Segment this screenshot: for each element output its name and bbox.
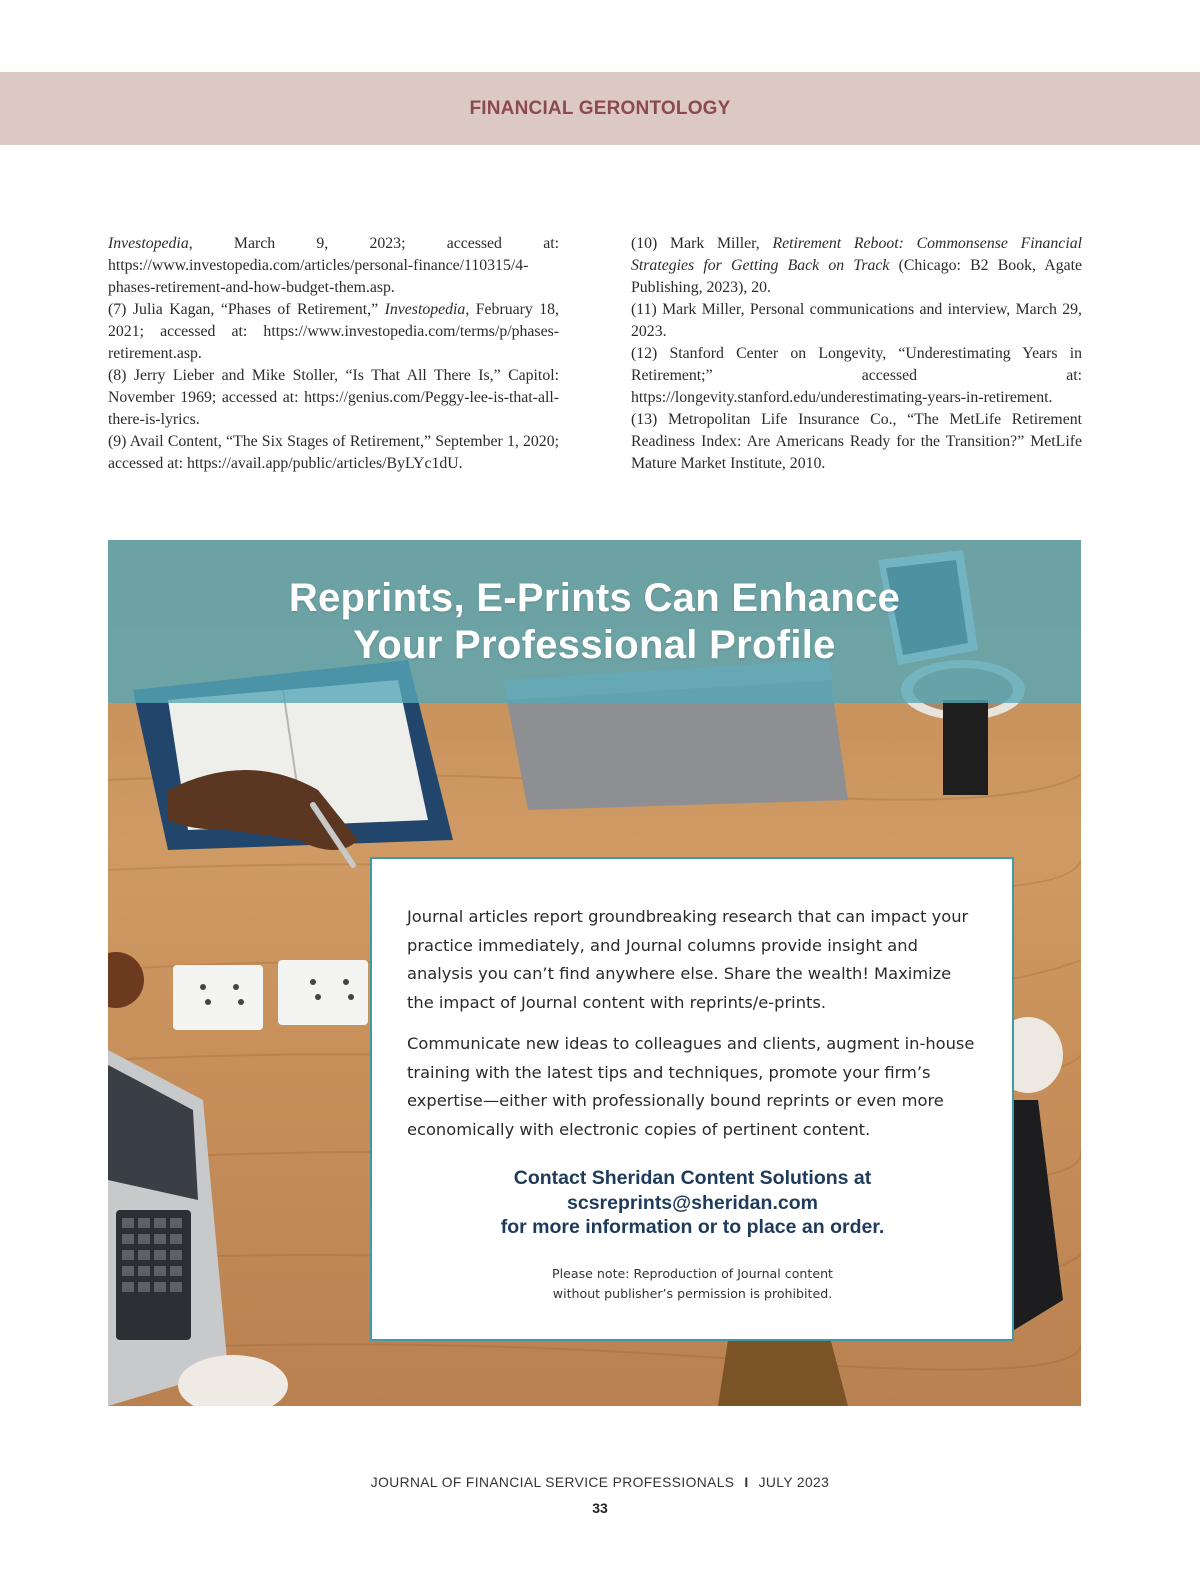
ad-paragraph-2: Communicate new ideas to colleagues and clients, augment in-house training with the latest tips and techniques, promote your firm’s expertise—either with professionally bound reprints or even more economically with electronic copies of pertinent content.: [407, 1034, 975, 1139]
references-left-column: [108, 233, 559, 475]
footer-separator: I: [744, 1475, 749, 1490]
reference-text: , March 9, 2023; accessed at: https://www.investopedia.com/articles/personal-finance/110315/4-phases-retirement-and-how-budget-them.asp.: [108, 235, 559, 296]
contact-line: for more information or to place an order.: [500, 1216, 885, 1238]
reference-entry: (9) Avail Content, “The Six Stages of Retirement,” September 1, 2020; accessed at: https://avail.app/public/articles/ByLYc1dU.: [108, 433, 559, 472]
header-band: [0, 72, 1200, 145]
ad-headline-line1: Reprints, E-Prints Can Enhance: [288, 575, 901, 620]
reference-entry: (13) Metropolitan Life Insurance Co., “The MetLife Retirement Readiness Index: Are Americans Ready for the Transition?” MetLife Mature Market Institute, 2010.: [631, 411, 1082, 472]
section-title: FINANCIAL GERONTOLOGY: [469, 97, 731, 119]
page-footer: [0, 1475, 1200, 1490]
reference-italic: Investopedia: [108, 235, 189, 252]
references-right-column: [631, 233, 1082, 475]
reference-entry: (12) Stanford Center on Longevity, “Underestimating Years in Retirement;” accessed at: https://longevity.stanford.edu/underestimating-years-in-retirement.: [631, 345, 1082, 406]
page-number: 33: [592, 1500, 608, 1516]
reference-italic: Investopedia: [384, 301, 466, 318]
reference-entry: [108, 233, 559, 299]
note-line: Please note: Reproduction of Journal content: [552, 1265, 833, 1281]
footer-date: JULY 2023: [758, 1475, 830, 1490]
ad-text-box: [370, 857, 1014, 1341]
reference-entry: (11) Mark Miller, Personal communications and interview, March 29, 2023.: [631, 301, 1082, 340]
reference-text: (7) Julia Kagan, “Phases of Retirement,”: [108, 301, 385, 318]
ad-headline-line2: Your Professional Profile: [353, 622, 836, 667]
reference-text: , February 18, 2021; accessed at: https://www.investopedia.com/terms/p/phases-retirement.asp.: [108, 301, 559, 362]
contact-line: Contact Sheridan Content Solutions at: [513, 1167, 872, 1189]
reference-italic: Retirement Reboot: Commonsense Financial Strategies for Getting Back on Track: [631, 235, 1082, 274]
ad-banner: [108, 540, 1081, 703]
reference-entry: [108, 299, 559, 365]
reference-entry: (8) Jerry Lieber and Mike Stoller, “Is That All There Is,” Capitol: November 1969; accessed at: https://genius.com/Peggy-lee-is-that-all-there-is-lyrics.: [108, 367, 559, 428]
note-line: without publisher’s permission is prohibited.: [552, 1285, 833, 1301]
reprints-advertisement: [108, 540, 1081, 1406]
ad-paragraph-1: Journal articles report groundbreaking research that can impact your practice immediately, and Journal columns provide insight and analysis you can’t find anywhere else. Share the wealth! Maximize the impact of Journal content with reprints/e-prints.: [407, 907, 969, 1012]
ad-contact: [407, 1166, 978, 1240]
reference-entry: [631, 233, 1082, 299]
ad-note: [407, 1264, 978, 1304]
reference-text: (10) Mark Miller,: [631, 235, 773, 252]
reference-text: (Chicago: B2 Book, Agate Publishing, 2023), 20.: [631, 257, 1082, 296]
footer-journal: JOURNAL OF FINANCIAL SERVICE PROFESSIONALS: [370, 1475, 735, 1490]
references: [108, 233, 1082, 475]
contact-email-link[interactable]: scsreprints@sheridan.com: [567, 1191, 818, 1214]
